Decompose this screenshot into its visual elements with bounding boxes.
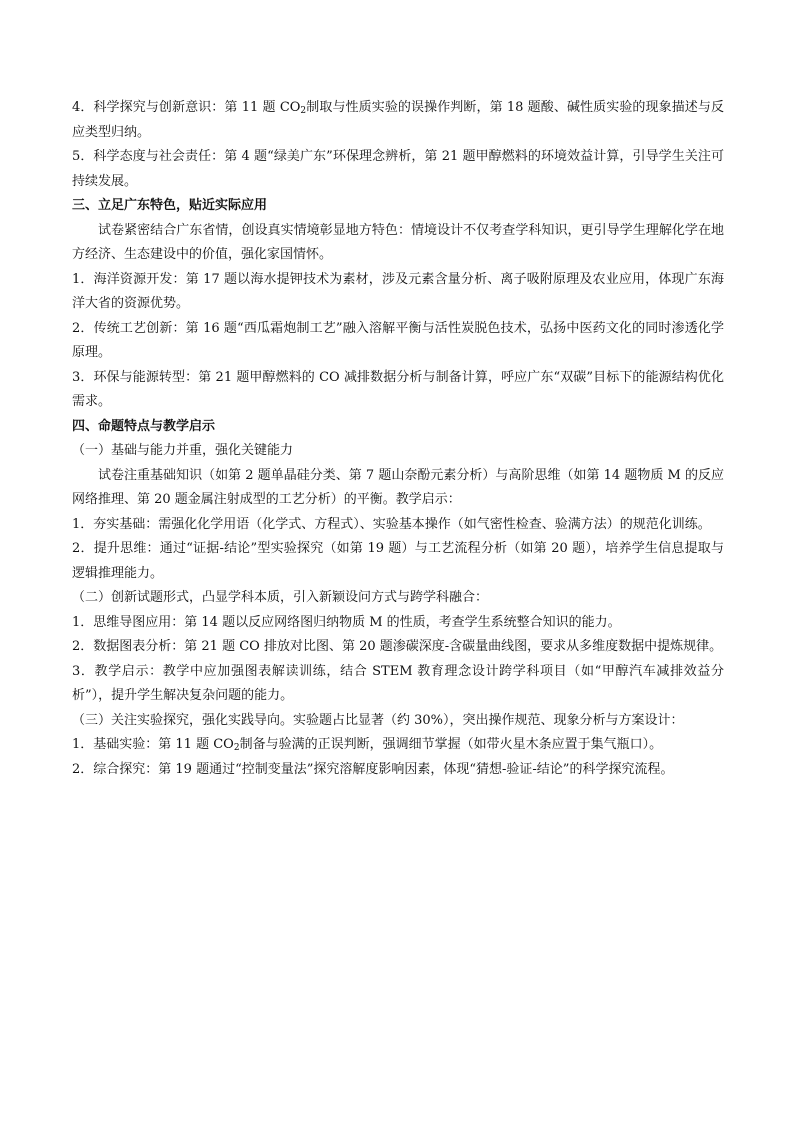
subheading-3 xyxy=(72,709,724,734)
paragraph-data-charts xyxy=(72,635,724,660)
paragraph-text: 2．传统工艺创新：第 16 题“西瓜霜炮制工艺”融入溶解平衡与活性炭脱色技术，弘扬中医药文化的同时渗透化学原理。 xyxy=(72,320,724,360)
paragraph-text: 1．夯实基础：需强化化学用语（化学式、方程式）、实验基本操作（如气密性检查、验满方法）的规范化训练。 xyxy=(72,516,711,532)
paragraph-basics-intro xyxy=(72,464,724,513)
paragraph-text: 1．思维导图应用：第 14 题以反应网络图归纳物质 M 的性质，考查学生系统整合知识的能力。 xyxy=(72,614,621,630)
paragraph-item-5-science-attitude xyxy=(72,145,724,194)
paragraph-text: 制备与验满的正误判断，强调细节掌握（如带火星木条应置于集气瓶口）。 xyxy=(239,737,663,752)
heading-text: 三、立足广东特色，贴近实际应用 xyxy=(72,198,268,213)
paragraph-ocean-resources xyxy=(72,268,724,317)
paragraph-traditional-craft xyxy=(72,317,724,366)
section-heading-3 xyxy=(72,194,724,219)
paragraph-text: 1．海洋资源开发：第 17 题以海水提钾技术为素材，涉及元素含量分析、离子吸附原理及农业应用，体现广东海洋大省的资源优势。 xyxy=(72,271,724,311)
paragraph-solid-foundation xyxy=(72,513,724,538)
paragraph-text: 2．数据图表分析：第 21 题 CO 排放对比图、第 20 题渗碳深度-含碳量曲线图，要求从多维度数据中提炼规律。 xyxy=(72,639,723,654)
paragraph-text: 制取与性质实验的误操作判断，第 18 题酸、碱性质实验的现象描述与反应类型归纳。 xyxy=(72,100,724,140)
heading-text: 四、命题特点与教学启示 xyxy=(72,418,216,434)
paragraph-teaching-insight xyxy=(72,660,724,709)
subheading-1 xyxy=(72,439,724,464)
subheading-text: （二）创新试题形式，凸显学科本质，引入新颖设问方式与跨学科融合： xyxy=(72,590,489,605)
paragraph-mind-map xyxy=(72,611,724,636)
subheading-text: （一）基础与能力并重，强化关键能力 xyxy=(72,443,294,458)
subscript: 2 xyxy=(300,106,307,116)
paragraph-item-4-science-inquiry xyxy=(72,96,724,145)
paragraph-basic-experiment xyxy=(72,733,724,758)
paragraph-text: 3．教学启示：教学中应加强图表解读训练，结合 STEM 教育理念设计跨学科项目（如“甲醇汽车减排效益分析”），提升学生解决复杂问题的能力。 xyxy=(72,663,724,703)
paragraph-text: 3．环保与能源转型：第 21 题甲醇燃料的 CO 减排数据分析与制备计算，呼应广东“双碳”目标下的能源结构优化需求。 xyxy=(72,369,724,409)
paragraph-text: 2．综合探究：第 19 题通过“控制变量法”探究溶解度影响因素，体现“猜想-验证-结论”的科学探究流程。 xyxy=(72,761,674,777)
paragraph-text: 试卷紧密结合广东省情，创设真实情境彰显地方特色：情境设计不仅考查学科知识，更引导学生理解化学在地方经济、生态建设中的价值，强化家国情怀。 xyxy=(72,222,724,262)
paragraph-guangdong-intro xyxy=(72,219,724,268)
paragraph-text: 4．科学探究与创新意识：第 11 题 CO xyxy=(72,100,301,115)
paragraph-text: 试卷注重基础知识（如第 2 题单晶硅分类、第 7 题山奈酚元素分析）与高阶思维（如第 14 题物质 M 的反应网络推理、第 20 题金属注射成型的工艺分析）的平衡。教学启示： xyxy=(72,467,724,507)
subheading-text: （三）关注实验探究，强化实践导向。实验题占比显著（约 30%），突出操作规范、现象分析与方案设计： xyxy=(72,712,684,728)
paragraph-energy-transition xyxy=(72,366,724,415)
paragraph-comprehensive-inquiry xyxy=(72,758,724,783)
paragraph-text: 5．科学态度与社会责任：第 4 题“绿美广东”环保理念辨析，第 21 题甲醇燃料的环境效益计算，引导学生关注可持续发展。 xyxy=(72,149,724,189)
section-heading-4 xyxy=(72,415,724,440)
paragraph-text: 2．提升思维：通过“证据-结论”型实验探究（如第 19 题）与工艺流程分析（如第 20 题），培养学生信息提取与逻辑推理能力。 xyxy=(72,541,724,581)
paragraph-improve-thinking xyxy=(72,537,724,586)
subheading-2 xyxy=(72,586,724,611)
paragraph-text: 1．基础实验：第 11 题 CO xyxy=(72,737,234,752)
subscript: 2 xyxy=(233,743,240,753)
